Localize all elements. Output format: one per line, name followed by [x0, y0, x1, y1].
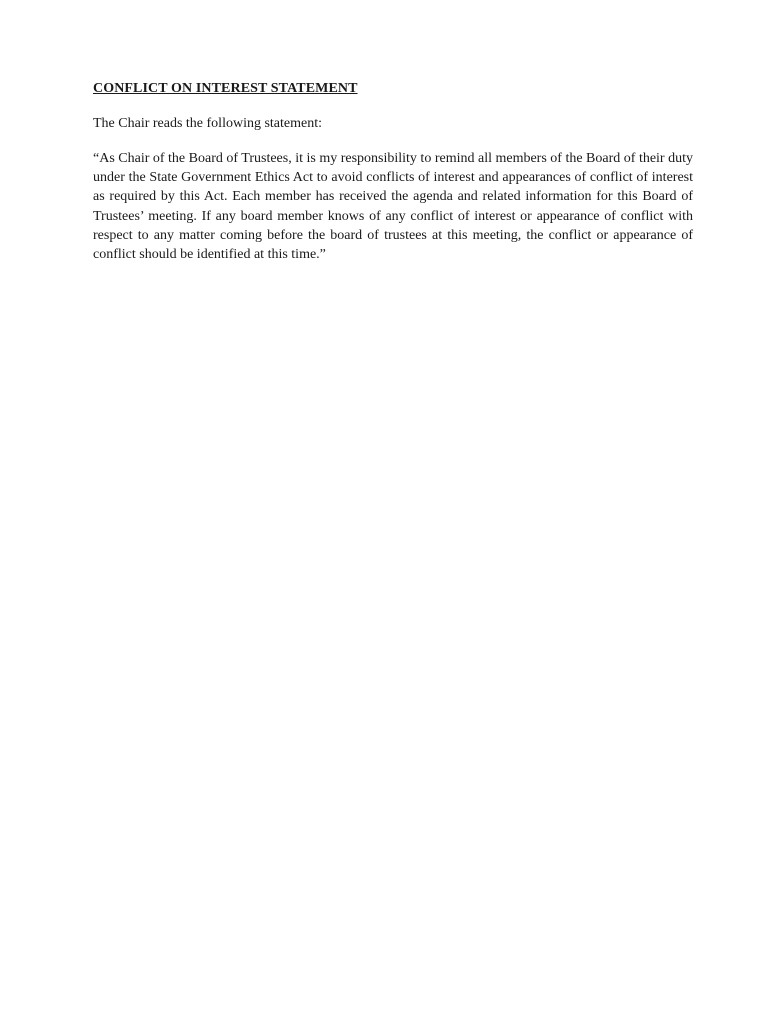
section-heading: CONFLICT ON INTEREST STATEMENT — [93, 81, 358, 96]
intro-paragraph: The Chair reads the following statement: — [93, 116, 322, 131]
page-content — [93, 80, 693, 264]
statement-paragraph: “As Chair of the Board of Trustees, it is my responsibility to remind all members of the Board of their duty under the State Government Ethics Act to avoid conflicts of interest and appearances of conflict of interest as required by this Act. Each member has received the agenda and related information for this Board of Trustees’ meeting. If any board member knows of any conflict of interest or appearance of conflict with respect to any matter coming before the board of trustees at this meeting, the conflict or appearance of conflict should be identified at this time.” — [93, 151, 693, 263]
